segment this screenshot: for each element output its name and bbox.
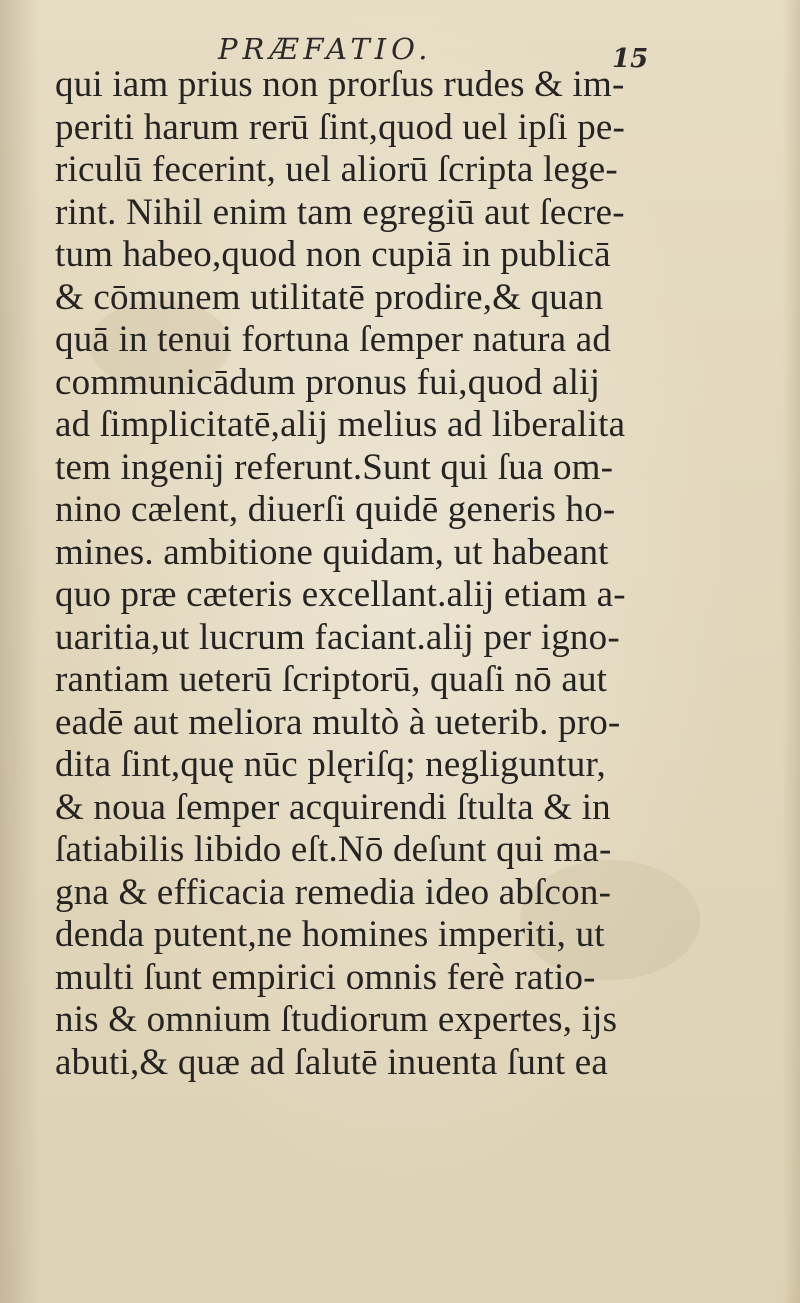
text-line: dita ſint,quę nūc plęriſq; negliguntur, xyxy=(55,744,606,785)
text-line: abuti,& quæ ad ſalutē inuenta ſunt ea xyxy=(55,1041,609,1083)
text-line: ad ſimplicitatē,alij melius ad liberalita xyxy=(55,404,626,445)
text-line: eadē aut meliora multò à ueterib. pro- xyxy=(55,701,621,743)
page-number: 15 xyxy=(612,44,649,74)
text-line: tem ingenij referunt.Sunt qui ſua om- xyxy=(55,446,614,488)
text-line: qui iam prius non prorſus rudes & im- xyxy=(55,64,625,105)
text-line: denda putent,ne homines imperiti, ut xyxy=(55,914,605,955)
text-line: mines. ambitione quidam, ut habeant xyxy=(55,531,609,573)
text-line: riculū fecerint, uel aliorū ſcripta lege- xyxy=(55,149,618,190)
text-line: nis & omnium ſtudiorum expertes, ijs xyxy=(55,999,618,1040)
text-line: quo præ cæteris excellant.alij etiam a- xyxy=(55,574,626,615)
page-edge-shadow xyxy=(782,0,800,1303)
text-line: rantiam ueterū ſcriptorū, quaſi nō aut xyxy=(55,659,608,700)
text-line: rint. Nihil enim tam egregiū aut ſecre- xyxy=(55,191,625,233)
text-line: communicādum pronus fui,quod alij xyxy=(55,361,601,403)
spine-shadow xyxy=(0,0,40,1303)
text-line: ſatiabilis libido eſt.Nō deſunt qui ma- xyxy=(55,829,612,870)
text-line: quā in tenui fortuna ſemper natura ad xyxy=(55,319,612,360)
text-line: & cōmunem utilitatē prodire,& quan xyxy=(55,276,604,318)
text-line: uaritia,ut lucrum faciant.alij per igno- xyxy=(55,616,620,658)
text-line: multi ſunt empirici omnis ferè ratio- xyxy=(55,956,596,998)
text-line: & noua ſemper acquirendi ſtulta & in xyxy=(55,786,611,828)
text-line: tum habeo,quod non cupiā in publicā xyxy=(55,234,611,275)
running-head: PRÆFATIO. xyxy=(218,32,433,66)
text-line: gna & efficacia remedia ideo abſcon- xyxy=(55,871,612,913)
body-text xyxy=(55,64,715,1084)
text-line: periti harum rerū ſint,quod uel ipſi pe- xyxy=(55,106,626,148)
text-line: nino cælent, diuerſi quidē generis ho- xyxy=(55,489,616,530)
